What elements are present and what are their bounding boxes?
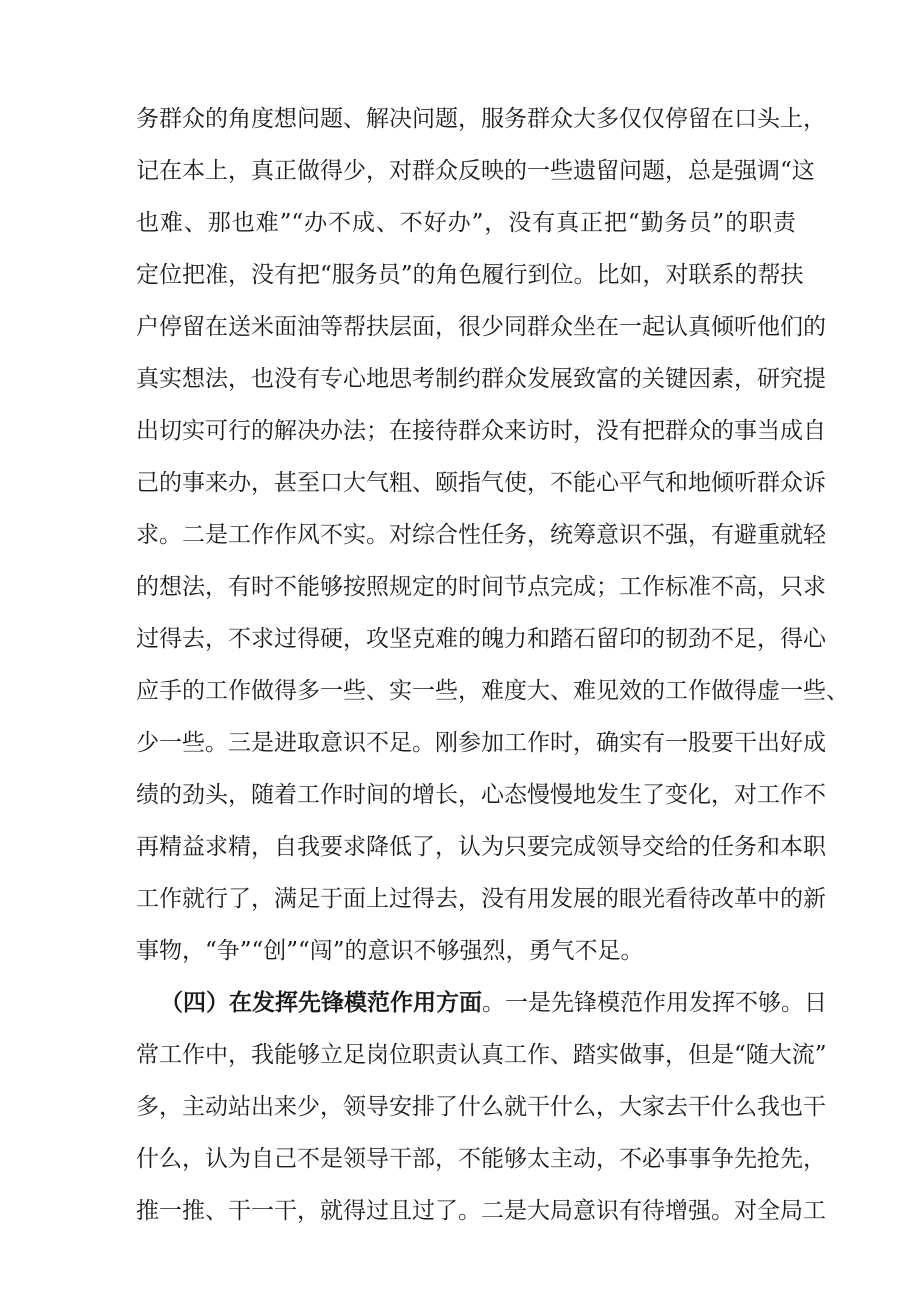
paragraph-line: 再精益求精，自我要求降低了，认为只要完成领导交给的任务和本职 [136, 834, 826, 860]
paragraph-line: 求。二是工作作风不实。对综合性任务，统筹意识不强，有避重就轻 [136, 522, 826, 548]
paragraph-line: 工作就行了，满足于面上过得去，没有用发展的眼光看待改革中的新 [136, 886, 826, 912]
section-heading: （四）在发挥先锋模范作用方面 [160, 990, 482, 1016]
paragraph-line: 记在本上，真正做得少，对群众反映的一些遗留问题，总是强调“这 [136, 158, 815, 184]
paragraph-line: 应手的工作做得多一些、实一些，难度大、难见效的工作做得虚一些、 [136, 678, 849, 704]
paragraph-line: 真实想法，也没有专心地思考制约群众发展致富的关键因素，研究提 [136, 366, 826, 392]
section-first-line [160, 983, 827, 1023]
paragraph-line: 也难、那也难”“办不成、不好办”，没有真正把“勤务员”的职责 [136, 210, 796, 236]
paragraph-line: 绩的劲头，随着工作时间的增长，心态慢慢地发生了变化，对工作不 [136, 782, 826, 808]
paragraph-line: 己的事来办，甚至口大气粗、颐指气使，不能心平气和地倾听群众诉 [136, 470, 826, 496]
paragraph-last-line: 事物，“争”“创”“闯”的意识不够强烈，勇气不足。 [136, 938, 644, 964]
paragraph-line: 推一推、干一干，就得过且过了。二是大局意识有待增强。对全局工 [136, 1198, 826, 1224]
paragraph-line: 定位把准，没有把“服务员”的角色履行到位。比如，对联系的帮扶 [136, 262, 804, 288]
section-first-line-text: 。一是先锋模范作用发挥不够。日 [482, 990, 827, 1016]
paragraph-line: 常工作中，我能够立足岗位职责认真工作、踏实做事，但是“随大流” [136, 1042, 827, 1068]
paragraph-line: 少一些。三是进取意识不足。刚参加工作时，确实有一股要干出好成 [136, 730, 826, 756]
paragraph-line: 什么，认为自己不是领导干部，不能够太主动，不必事事争先抢先， [136, 1146, 826, 1172]
paragraph-line: 务群众的角度想问题、解决问题，服务群众大多仅仅停留在口头上， [136, 106, 826, 132]
paragraph-line: 的想法，有时不能够按照规定的时间节点完成；工作标准不高，只求 [136, 574, 826, 600]
paragraph-line: 户停留在送米面油等帮扶层面，很少同群众坐在一起认真倾听他们的 [136, 314, 826, 340]
paragraph-line: 过得去，不求过得硬，攻坚克难的魄力和踏石留印的韧劲不足，得心 [136, 626, 826, 652]
paragraph-line: 出切实可行的解决办法；在接待群众来访时，没有把群众的事当成自 [136, 418, 826, 444]
paragraph-line: 多，主动站出来少，领导安排了什么就干什么，大家去干什么我也干 [136, 1094, 826, 1120]
